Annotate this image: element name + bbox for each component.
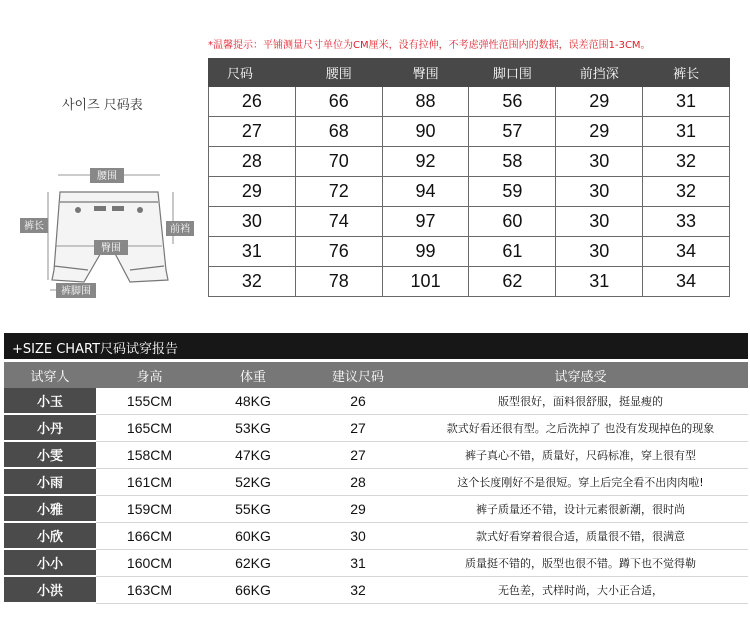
waist-cell: 76 [295,237,382,267]
col-suggested-size: 建议尺码 [303,362,413,388]
hem-cell: 58 [469,147,556,177]
height-cell: 159CM [96,495,203,522]
fit-row [4,414,748,441]
weight-cell: 53KG [203,414,303,441]
tester-name: 小丹 [4,414,96,441]
col-feedback: 试穿感受 [413,362,748,388]
feedback-cell: 款式好看还很有型。之后洗掉了 也没有发现掉色的现象 [413,414,748,441]
col-weight: 体重 [203,362,303,388]
size-cell: 31 [209,237,296,267]
rise-cell: 30 [556,147,643,177]
hip-cell: 88 [382,87,469,117]
col-tester: 试穿人 [4,362,96,388]
height-cell: 161CM [96,468,203,495]
size-cell: 28 [209,147,296,177]
size-row [209,237,730,267]
size-cell: 27 [209,117,296,147]
hem-cell: 59 [469,177,556,207]
tester-name: 小洪 [4,576,96,603]
col-hip: 臀围 [382,59,469,87]
label-length: 裤长 [24,221,44,232]
size-table [208,58,730,297]
rise-cell: 30 [556,177,643,207]
size-cell: 32 [209,267,296,297]
feedback-cell: 这个长度刚好不是很短。穿上后完全看不出肉肉啦! [413,468,748,495]
measurement-note: *温馨提示：平铺测量尺寸单位为CM厘米，没有拉伸，不考虑弹性范围内的数据，误差范围1-3CM。 [208,40,651,51]
size-row [209,207,730,237]
hip-cell: 97 [382,207,469,237]
size-chart-heading: 사이즈 尺码表 [62,98,143,113]
hip-cell: 101 [382,267,469,297]
suggested-size-cell: 31 [303,549,413,576]
height-cell: 163CM [96,576,203,603]
col-hem: 脚口围 [469,59,556,87]
weight-cell: 52KG [203,468,303,495]
length-cell: 31 [643,117,730,147]
size-row [209,267,730,297]
tester-name: 小玉 [4,388,96,414]
waist-cell: 74 [295,207,382,237]
feedback-cell: 无色差，式样时尚，大小正合适， [413,576,748,603]
hem-cell: 62 [469,267,556,297]
suggested-size-cell: 30 [303,522,413,549]
tester-name: 小雅 [4,495,96,522]
col-waist: 腰围 [295,59,382,87]
label-rise: 前裆 [170,224,190,235]
col-rise: 前挡深 [556,59,643,87]
feedback-cell: 裤子真心不错，质量好，尺码标准，穿上很有型 [413,441,748,468]
rise-cell: 31 [556,267,643,297]
fit-report-table [4,362,748,604]
height-cell: 155CM [96,388,203,414]
suggested-size-cell: 27 [303,414,413,441]
feedback-cell: 版型很好，面料很舒服，挺显瘦的 [413,388,748,414]
label-waist: 腰围 [97,171,117,182]
size-row [209,117,730,147]
hip-cell: 92 [382,147,469,177]
shorts-outline [52,192,168,282]
size-row [209,87,730,117]
waist-cell: 70 [295,147,382,177]
waist-cell: 78 [295,267,382,297]
fit-row [4,388,748,414]
suggested-size-cell: 27 [303,441,413,468]
fit-row [4,495,748,522]
size-table-header [209,59,730,87]
weight-cell: 62KG [203,549,303,576]
fit-row [4,522,748,549]
shorts-measurement-diagram [18,158,198,298]
length-cell: 34 [643,237,730,267]
hem-cell: 56 [469,87,556,117]
size-cell: 29 [209,177,296,207]
fit-report-title: +SIZE CHART尺码试穿报告 [12,342,179,357]
waist-cell: 68 [295,117,382,147]
hip-cell: 90 [382,117,469,147]
col-length: 裤长 [643,59,730,87]
suggested-size-cell: 28 [303,468,413,495]
suggested-size-cell: 29 [303,495,413,522]
length-cell: 32 [643,147,730,177]
hem-cell: 61 [469,237,556,267]
suggested-size-cell: 26 [303,388,413,414]
label-hip: 臀围 [101,243,121,254]
tester-name: 小雯 [4,441,96,468]
rise-cell: 30 [556,207,643,237]
fit-table-header [4,362,748,388]
size-cell: 30 [209,207,296,237]
length-cell: 31 [643,87,730,117]
fit-row [4,441,748,468]
feedback-cell: 款式好看穿着很合适，质量很不错，很满意 [413,522,748,549]
hip-cell: 94 [382,177,469,207]
hem-cell: 60 [469,207,556,237]
weight-cell: 66KG [203,576,303,603]
feedback-cell: 裤子质量还不错，设计元素很新潮，很时尚 [413,495,748,522]
rise-cell: 29 [556,87,643,117]
col-size: 尺码 [209,59,296,87]
col-height: 身高 [96,362,203,388]
height-cell: 166CM [96,522,203,549]
weight-cell: 47KG [203,441,303,468]
tester-name: 小小 [4,549,96,576]
weight-cell: 55KG [203,495,303,522]
label-hem: 裤脚围 [61,286,91,297]
fit-report-title-bar [4,333,748,359]
rise-cell: 29 [556,117,643,147]
fit-row [4,468,748,495]
rise-cell: 30 [556,237,643,267]
size-cell: 26 [209,87,296,117]
weight-cell: 60KG [203,522,303,549]
tester-name: 小雨 [4,468,96,495]
size-row [209,177,730,207]
fit-row [4,549,748,576]
length-cell: 34 [643,267,730,297]
tester-name: 小欣 [4,522,96,549]
hip-cell: 99 [382,237,469,267]
waist-cell: 66 [295,87,382,117]
length-cell: 32 [643,177,730,207]
weight-cell: 48KG [203,388,303,414]
height-cell: 165CM [96,414,203,441]
feedback-cell: 质量挺不错的，版型也很不错。蹲下也不觉得勒 [413,549,748,576]
hem-cell: 57 [469,117,556,147]
height-cell: 160CM [96,549,203,576]
length-cell: 33 [643,207,730,237]
size-row [209,147,730,177]
waist-cell: 72 [295,177,382,207]
fit-row [4,576,748,603]
suggested-size-cell: 32 [303,576,413,603]
height-cell: 158CM [96,441,203,468]
